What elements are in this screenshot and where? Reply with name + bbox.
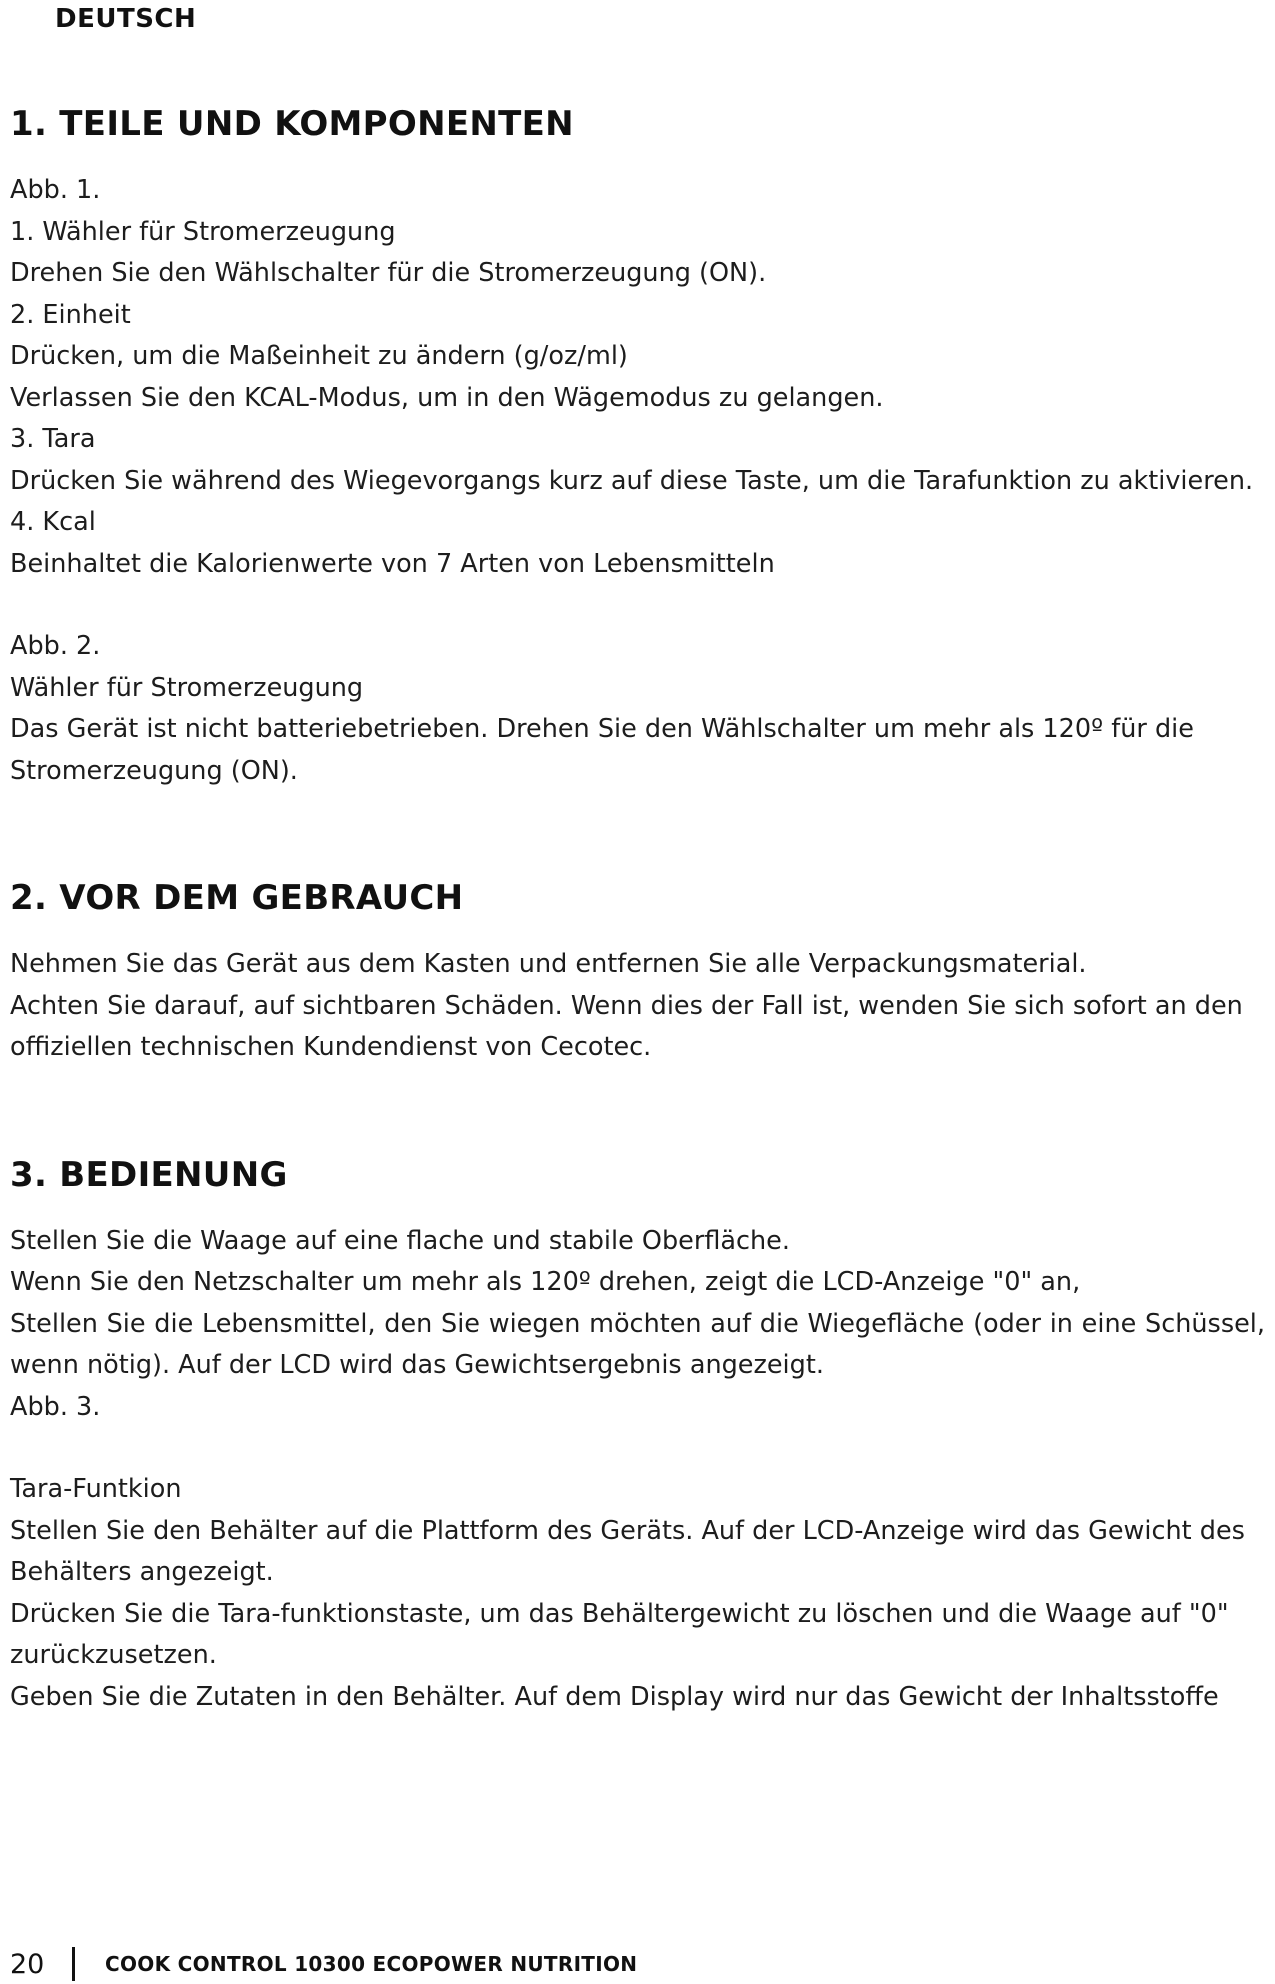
section-title-parts: 1. TEILE UND KOMPONENTEN [10,104,574,144]
product-name: COOK CONTROL 10300 ECOPOWER NUTRITION [105,1952,638,1976]
item-2-title: 2. Einheit [10,299,131,330]
tara-function-text-3: Geben Sie die Zutaten in den Behälter. Auf dem Display wird nur das Gewicht der Inhaltsstoffe [10,1681,1219,1712]
operation-para-1: Stellen Sie die Waage auf eine flache und stabile Oberfläche. [10,1225,790,1256]
page-content [10,100,1265,1718]
figure-label-1: Abb. 1. [10,175,101,205]
section-title-operation: 3. BEDIENUNG [10,1154,288,1195]
section-title-before-use: 2. VOR DEM GEBRAUCH [10,878,464,918]
item-2-text-a: Drücken, um die Maßeinheit zu ändern (g/oz/ml) [10,341,628,371]
tara-function-title: Tara-Funtkion [10,1474,182,1504]
language-label: DEUTSCH [55,4,197,34]
footer-divider [72,1947,75,1981]
page-footer [10,1946,637,1982]
item-4-text: Beinhaltet die Kalorienwerte von 7 Arten von Lebensmitteln [10,548,775,579]
tara-function-text-2: Drücken Sie die Tara-funktionstaste, um das Behältergewicht zu löschen und die Waage auf "0" zurückzusetzen. [10,1598,1229,1670]
operation-para-3: Stellen Sie die Lebensmittel, den Sie wiegen möchten auf die Wiegefläche (oder in eine Schüssel, wenn nötig). Auf der LCD wird das Gewichtsergebnis angezeigt. [10,1308,1265,1380]
item-2-text-b: Verlassen Sie den KCAL-Modus, um in den Wägemodus zu gelangen. [10,382,884,413]
item-1-text: Drehen Sie den Wählschalter für die Stromerzeugung (ON). [10,258,767,288]
page-number: 20 [10,1948,45,1980]
figure-label-3: Abb. 3. [10,1391,101,1422]
before-use-para-1: Nehmen Sie das Gerät aus dem Kasten und entfernen Sie alle Verpackungsmaterial. [10,949,1087,979]
item-1-title: 1. Wähler für Stromerzeugung [10,216,396,247]
item-3-title: 3. Tara [10,424,96,454]
operation-para-2: Wenn Sie den Netzschalter um mehr als 120º drehen, zeigt die LCD-Anzeige "0" an, [10,1267,1081,1297]
tara-function-text-1: Stellen Sie den Behälter auf die Plattform des Geräts. Auf der LCD-Anzeige wird das Gewicht des Behälters angezeigt. [10,1515,1245,1587]
item-4-title: 4. Kcal [10,507,96,537]
item-3-text: Drücken Sie während des Wiegevorgangs kurz auf diese Taste, um die Tarafunktion zu aktivieren. [10,465,1254,496]
figure-label-2: Abb. 2. [10,631,101,661]
before-use-para-2: Achten Sie darauf, auf sichtbaren Schäden. Wenn dies der Fall ist, wenden Sie sich sofort an den offiziellen technischen Kundendienst von Cecotec. [10,990,1243,1062]
figure-2-title: Wähler für Stromerzeugung [10,672,364,703]
figure-2-text: Das Gerät ist nicht batteriebetrieben. Drehen Sie den Wählschalter um mehr als 120º für die Stromerzeugung (ON). [10,714,1194,786]
